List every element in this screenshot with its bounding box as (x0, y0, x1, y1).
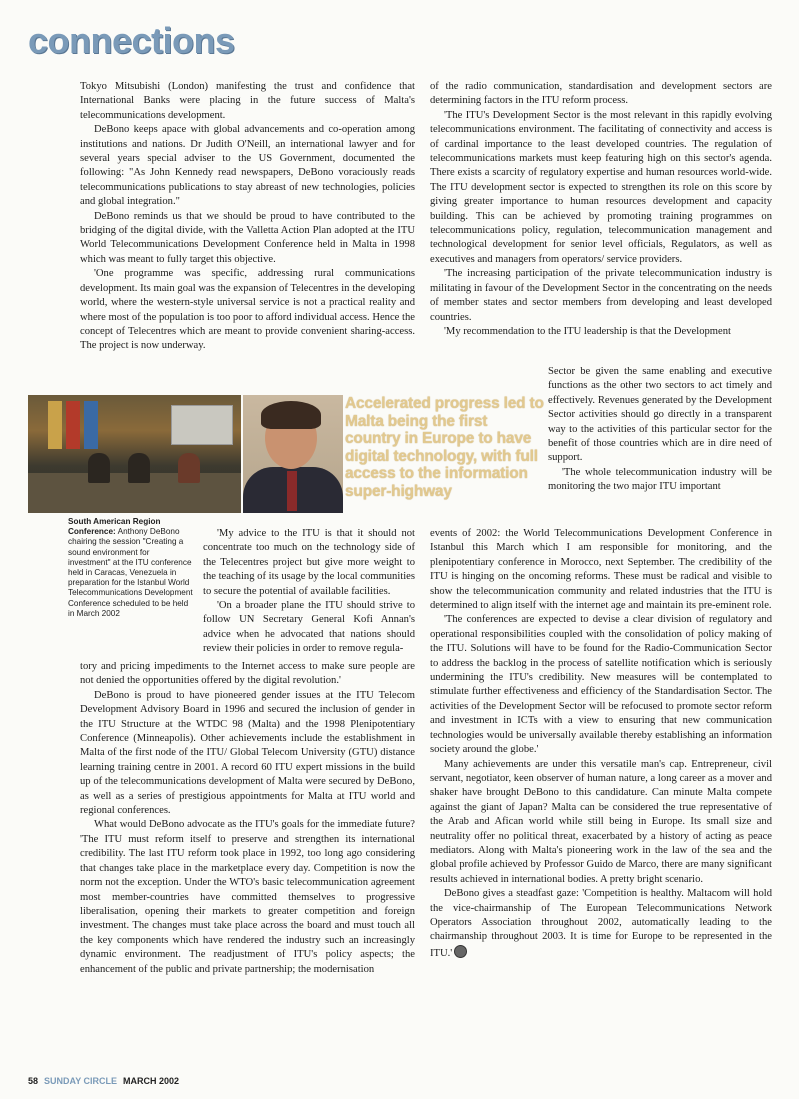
flag-shape (48, 401, 62, 449)
caption-heading: South American Region Conference: (68, 517, 161, 537)
paragraph: 'The conferences are expected to devise a clear division of regulatory and operational responsibilities coupled with the consolidation of policy making of the ITU. Solutions will have to be found for the Radio-Communication Sector to address the backlog in the process of satellite notification which is seriously undermining the ITU's credibility. New measures will be contemplated to stimulate further effectiveness and efficiency of the Standardisation Sector. The activities of the Development Sector will be refocused to promote sector reform and investment in ICTs with a view to ensuring that new communication technologies would be universally available thereby establishing an information society around the globe.' (430, 614, 772, 756)
paragraph: events of 2002: the World Telecommunications Development Conference in Istanbul this March which I am responsible for monitoring, and the plenipotentiary conference in Morocco, next September. The credibility of the ITU is hinging on the oncoming reforms. These must be radical and visible to show the telecommunication community and related industries that the ITU is determined to align itself with the internet age and maintain its pre-eminent role. (430, 528, 772, 612)
column-left-top (80, 80, 415, 354)
page-footer (28, 1076, 185, 1086)
caption-text: Anthony DeBono chairing the session "Creating a sound environment for investment" at the ITU conference held in Caracas, Venezuela in preparation for the Istanbul World Telecommunications Development Conference scheduled to be held in March 2002 (68, 527, 193, 618)
paragraph: DeBono is proud to have pioneered gender issues at the ITU Telecom Development Advisory Board in 1996 and secured the inclusion of gender in the ITU Structure at the WTDC 98 (Malta) and the 1998 Plenipotentiary Conference (Minneapolis). Other achievements include the establishment in Malta of the first node of the ITU/ Global Telecom University (GTU) distance learning training centre in 2001. A record 60 ITU expert missions in the build up of the telecommunications development of Malta were secured by DeBono, as well as a series of prestigious appointments for Malta at ITU world and regional conferences. (80, 689, 415, 817)
column-left-mid (203, 527, 415, 657)
paragraph: 'The increasing participation of the private telecommunication industry is militating in favour of the Development Sector in the concentrating on the needs of member states and sector members from developing and least developed countries. (430, 268, 772, 323)
paragraph: 'The ITU's Development Sector is the most relevant in this rapidly evolving telecommunications environment. The facilitating of connectivity and access is of cardinal importance to the least developed countries. The regulation of telecommunications markets must keep featuring high on this sector's agenda. There exists a scarcity of regulatory expertise and human resources world-wide. The ITU development sector is expected to strengthen its role on this score by giving greater importance to human resources development and capacity building. This can be achieved by promoting training programmes on telecommunications policy, regulation, telecommunication management and technological development for senior level officials, Regulators, as well as executives and managers from operators/ service providers. (430, 109, 772, 265)
paragraph: Many achievements are under this versatile man's cap. Entrepreneur, civil servant, negotiator, keen observer of human nature, a long career as a mover and shaker have brought DeBono to this candidature. Can minute Malta compete against the giant of Japan? Malta can be considered the true representative of the Arab and Afican world while still being in Europe. Its small size and neutrality offer no political threat, exacerbated by a history of acting as peace mediators. Along with Malta's pioneering work in the law of the sea and the global profile achieved by Professor Guido de Marco, there are many significant results achieved in international bodies. A pretty bright scenario. (430, 758, 772, 885)
portrait-photo (243, 395, 343, 513)
conference-photo (28, 395, 241, 513)
column-right-wrap (548, 365, 772, 495)
column-right-top (430, 80, 772, 339)
paragraph: 'The whole telecommunication industry will be monitoring the two major ITU important (548, 466, 772, 493)
page-number: 58 (28, 1076, 39, 1086)
person-shape (128, 453, 150, 483)
paragraph: What would DeBono advocate as the ITU's goals for the immediate future? 'The ITU must reform itself to preserve and strengthen its international credibility. The last ITU reform took place in 1992, too long ago considering that changes take place in the marketplace every day. Competition is now the norm not the exception. Under the WTO's basic telecommunication agreement most member-countries have committed themselves to progressive liberalisation, opening their markets to greater competition and foreign investment. The changes must take place across the board and must touch all the key components which have rendered the industry such an increasingly dynamic environment. The readjustment of ITU's policy aspects; the enhancement of the public and private partnership; the modernisation (80, 819, 415, 975)
paragraph: 'My advice to the ITU is that it should not concentrate too much on the technology side of the Telecentres project but give more weight to the teaching of its usage by the local communities to secure the potential of available facilities. (203, 528, 415, 597)
paragraph: DeBono reminds us that we should be proud to have contributed to the bridging of the digital divide, with the Valletta Action Plan adopted at the ITU World Telecommunications Development Conference held in Malta in 1998 which was meant to fully target this objective. (80, 210, 415, 265)
hair-shape (261, 401, 321, 429)
conference-banner-shape (171, 405, 233, 445)
column-left-bottom (80, 660, 415, 977)
paragraph: 'On a broader plane the ITU should strive to follow UN Secretary General Kofi Annan's advice when he advocated that nations should review their policies in order to remove regula- (203, 600, 415, 655)
flag-shape (66, 401, 80, 449)
paragraph: Sector be given the same enabling and executive functions as the other two sectors to act timely and effectively. Revenues generated by the Development Sector activities should go directly in a transparent way to the activities of this particular sector for the benefit of those countries which are in dire need of support. (548, 366, 772, 464)
paragraph: 'One programme was specific, addressing rural communications development. Its main goal was the expansion of Telecentres in the developing world, where the western-style universal service is not a practical reality and where most of the population is too poor to afford individual access. Hence the concept of Telecentres which are meant to provide convenient sharing-access. The project is now underway. (80, 268, 415, 352)
end-mark-icon (454, 945, 467, 958)
paragraph (430, 887, 772, 961)
section-masthead: connections (28, 20, 235, 61)
issue-date: MARCH 2002 (123, 1076, 180, 1086)
person-shape (88, 453, 110, 483)
tie-shape (287, 471, 297, 511)
column-right-bottom (430, 527, 772, 961)
paragraph: tory and pricing impediments to the Internet access to make sure people are not denied the opportunities offered by the digital revolution.' (80, 661, 415, 687)
paragraph: Tokyo Mitsubishi (London) manifesting the trust and confidence that International Banks were placing in the future success of Malta's telecommunications development. (80, 81, 415, 121)
paragraph: of the radio communication, standardisation and development sectors are determining factors in the ITU reform process. (430, 81, 772, 107)
person-shape (178, 453, 200, 483)
paragraph: 'My recommendation to the ITU leadership is that the Development (444, 325, 731, 337)
publication-name: SUNDAY CIRCLE (44, 1076, 118, 1086)
closing-text: DeBono gives a steadfast gaze: 'Competition is healthy. Maltacom will hold the vice-chairmanship of The European Telecommunications Network Operators Association throughout 2002, automatically leading to the chairmanship throughout 2003. It is time for Europe to be represented in the ITU.' (430, 888, 772, 959)
paragraph: DeBono keeps apace with global advancements and co-operation among institutions and nations. Dr Judith O'Neill, an international lawyer and for several years special adviser to the US Government, documented the following: "As John Kennedy read newspapers, DeBono voraciously reads telecommunications publications to stay abreast of new technologies, policies and global integration." (80, 124, 415, 208)
photo-caption (68, 517, 193, 619)
pull-quote: Accelerated progress led to Malta being the first country in Europe to have digital technology, with full access to the information super-highway (345, 395, 544, 500)
flag-shape (84, 401, 98, 449)
